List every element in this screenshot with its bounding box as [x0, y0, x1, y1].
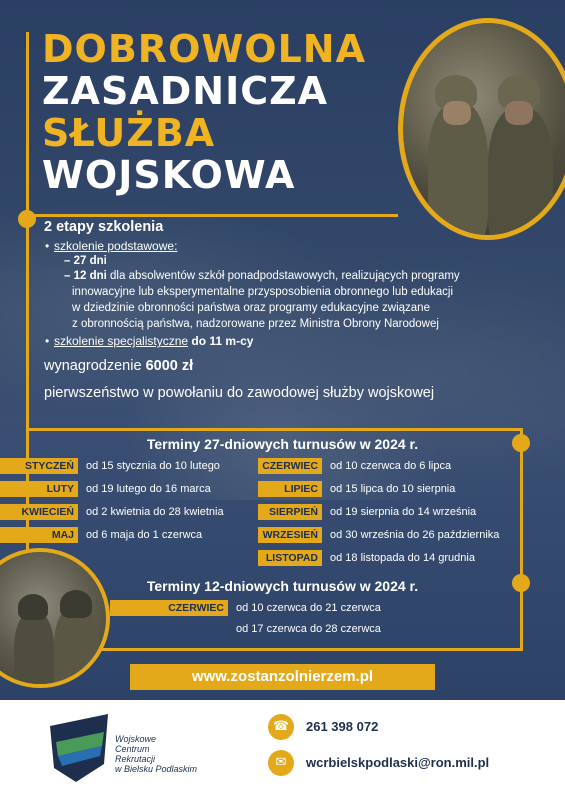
priority-line: pierwszeństwo w powołaniu do zawodowej służby wojskowej [44, 385, 435, 401]
date-range: od 18 listopada do 14 grudnia [330, 552, 475, 564]
month-label: LIPIEC [258, 481, 322, 497]
frame-line-bottom [100, 648, 523, 651]
title-line-1: DOBROWOLNA [42, 27, 367, 71]
date-range: od 17 czerwca do 28 czerwca [236, 623, 381, 635]
schedule-27-heading: Terminy 27-dniowych turnusów w 2024 r. [146, 436, 419, 452]
title-line-3: SŁUŻBA [42, 111, 216, 155]
basic-desc-line-3: innowacyjne lub eksperymentalne przysposobienia obronnego lub edukacji [72, 286, 454, 298]
month-label: LISTOPAD [258, 550, 322, 566]
wcr-logo-icon [46, 712, 112, 784]
title-line-2: ZASADNICZA [42, 69, 329, 113]
date-range: od 6 maja do 1 czerwca [86, 529, 203, 541]
logo-text-line-2: Centrum [115, 744, 150, 754]
basic-days-12: – 12 dni dla absolwentów szkół ponadpodstawowych, realizujących programy [64, 270, 460, 282]
logo-text-line-1: Wojskowe [115, 734, 157, 744]
month-label: KWIECIEŃ [0, 504, 78, 520]
phone-number[interactable]: 261 398 072 [306, 719, 379, 734]
date-range: od 2 kwietnia do 28 kwietnia [86, 506, 224, 518]
envelope-icon: ✉ [268, 750, 294, 776]
date-range: od 10 czerwca do 21 czerwca [236, 602, 381, 614]
phone-icon: ☎ [268, 714, 294, 740]
month-label: STYCZEŃ [0, 458, 78, 474]
date-range: od 15 lipca do 10 sierpnia [330, 483, 456, 495]
frame-line-mid [26, 428, 522, 431]
month-label: MAJ [0, 527, 78, 543]
logo-text-line-3: Rekrutacji [115, 754, 156, 764]
basic-desc-line-4: w dziedzinie obronności państwa oraz programy edukacyjne związane [72, 302, 430, 314]
month-label: CZERWIEC [110, 600, 228, 616]
frame-line-top [26, 214, 398, 217]
specialist-training: • szkolenie specjalistyczne do 11 m-cy [54, 334, 253, 348]
schedule-12-heading: Terminy 12-dniowych turnusów w 2024 r. [146, 578, 419, 594]
soldiers-photo [398, 18, 565, 240]
date-range: od 19 lutego do 16 marca [86, 483, 211, 495]
pay-line: wynagrodzenie 6000 zł [44, 358, 194, 374]
date-range: od 10 czerwca do 6 lipca [330, 460, 452, 472]
month-label: WRZESIEŃ [258, 527, 322, 543]
frame-dot [18, 210, 36, 228]
basic-desc-line-5: z obronnością państwa, nadzorowane przez Ministra Obrony Narodowej [72, 318, 439, 330]
frame-line-left [26, 32, 29, 430]
training-stages-heading: 2 etapy szkolenia [44, 219, 164, 235]
footer [0, 700, 565, 800]
basic-training-label: • szkolenie podstawowe: [54, 239, 177, 253]
email-address[interactable]: wcrbielskpodlaski@ron.mil.pl [306, 755, 490, 770]
date-range: od 15 stycznia do 10 lutego [86, 460, 220, 472]
date-range: od 30 września do 26 października [330, 529, 500, 541]
month-label: CZERWIEC [258, 458, 322, 474]
frame-line-right [520, 428, 523, 650]
date-range: od 19 sierpnia do 14 września [330, 506, 477, 518]
month-label: LUTY [0, 481, 78, 497]
basic-days-27: – 27 dni [64, 255, 107, 267]
title-line-4: WOJSKOWA [42, 153, 296, 197]
month-label: SIERPIEŃ [258, 504, 322, 520]
website-link[interactable]: www.zostanzolnierzem.pl [130, 664, 435, 690]
logo-text-line-4: w Bielsku Podlaskim [115, 764, 198, 774]
